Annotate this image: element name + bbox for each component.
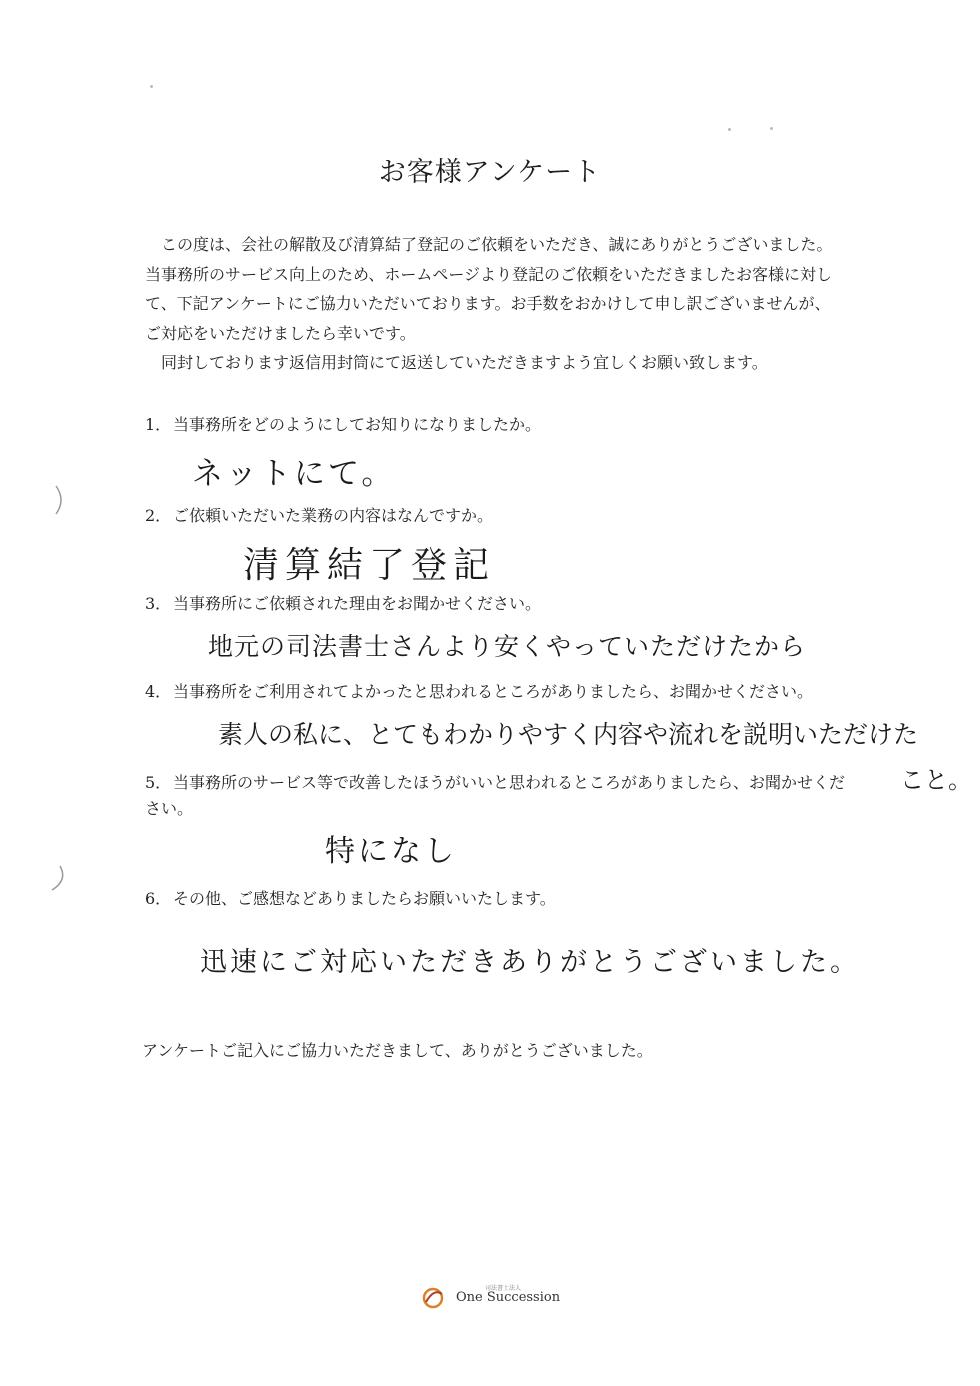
answer-1-handwritten: ネットにて。	[192, 456, 396, 492]
question-text: 当事務所にご依頼された理由をお聞かせください。	[173, 594, 542, 613]
answer-6-handwritten: 迅速にご対応いただきありがとうございました。	[200, 947, 860, 978]
question-number: 5．	[145, 773, 172, 792]
question-3	[145, 591, 855, 617]
question-4	[145, 679, 855, 705]
scan-speck	[728, 128, 731, 131]
scan-speck	[770, 127, 773, 130]
answer-5-handwritten: 特になし	[325, 834, 457, 869]
question-text: その他、ご感想などありましたらお願いいたします。	[173, 889, 556, 908]
question-number: 4．	[145, 682, 172, 701]
page-title: お客様アンケート	[378, 157, 602, 188]
answer-3-handwritten: 地元の司法書士さんより安くやっていただけたから	[208, 632, 807, 661]
answer-2-handwritten: 清算結了登記	[243, 545, 496, 586]
question-number: 6．	[145, 889, 172, 908]
question-text: 当事務所をどのようにしてお知りになりましたか。	[173, 415, 542, 434]
question-2	[145, 503, 855, 529]
question-text: 当事務所のサービス等で改善したほうがいいと思われるところがありましたら、お聞かせください。	[145, 773, 846, 818]
question-number: 1．	[145, 415, 172, 434]
punch-hole-mark	[52, 480, 72, 520]
intro-paragraph: この度は、会社の解散及び清算結了登記のご依頼をいただき、誠にありがとうございました。当事務所のサービス向上のため、ホームページより登記のご依頼をいただきましたお客様に対して、下記アンケートにご協力いただいております。お手数をおかけして申し訳ございませんが、ご対応をいただけましたら幸いです。	[145, 235, 833, 343]
intro-text	[145, 230, 845, 378]
question-number: 2．	[145, 506, 172, 525]
question-text: ご依頼いただいた業務の内容はなんですか。	[173, 506, 494, 525]
question-6	[145, 886, 855, 912]
question-number: 3．	[145, 594, 172, 613]
question-5	[145, 770, 855, 822]
answer-4-handwritten-line-1: 素人の私に、とてもわかりやすく内容や流れを説明いただけた	[218, 720, 919, 749]
scan-speck	[150, 85, 153, 88]
intro-paragraph: 同封しております返信用封筒にて返送していただきますよう宜しくお願い致します。	[161, 353, 768, 372]
question-text: 当事務所をご利用されてよかったと思われるところがありましたら、お聞かせください。	[173, 682, 814, 701]
punch-hole-mark	[46, 860, 70, 900]
closing-message: アンケートご記入にご協力いただきまして、ありがとうございました。	[142, 1041, 653, 1060]
logo-ruby-text: 司法書士法人	[485, 1285, 522, 1292]
answer-4-handwritten-line-2: こと。	[900, 766, 972, 794]
logo-name: One Succession	[456, 1290, 561, 1305]
question-1	[145, 412, 855, 438]
